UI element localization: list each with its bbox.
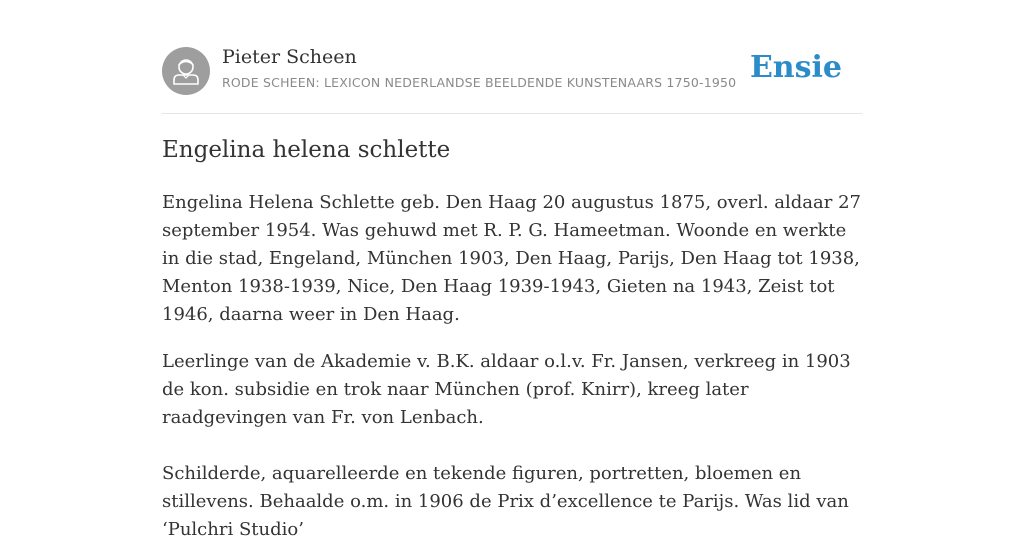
article-paragraph: Schilderde, aquarelleerde en tekende figuren, portretten, bloemen en stillevens. Behaalde o.m. in 1906 de Prix d’excellence te Parijs. Was lid van ‘Pulchri Studio’ <box>162 463 849 540</box>
page-container <box>162 0 862 540</box>
article-body <box>162 189 862 544</box>
author-avatar[interactable] <box>162 47 210 95</box>
user-icon <box>162 47 210 95</box>
article-paragraph: Engelina Helena Schlette geb. Den Haag 20 augustus 1875, overl. aldaar 27 september 1954. Was gehuwd met R. P. G. Hameetman. Woonde en werkte in die stad, Engeland, München 1903, Den Haag, Parijs, Den Haag tot 1938, Menton 1938-1939, Nice, Den Haag 1939-1943, Gieten na 1943, Zeist tot 1946, daarna weer in Den Haag. <box>162 192 861 325</box>
article-paragraph: Leerlinge van de Akademie v. B.K. aldaar o.l.v. Fr. Jansen, verkreeg in 1903 de kon. subsidie en trok naar München (prof. Knirr), kreeg later raadgevingen van Fr. von Lenbach. <box>162 351 851 428</box>
source-label[interactable]: RODE SCHEEN: LEXICON NEDERLANDSE BEELDENDE KUNSTENAARS 1750-1950 <box>222 75 737 90</box>
brand-logo[interactable]: Ensie <box>749 50 842 85</box>
author-name[interactable]: Pieter Scheen <box>222 46 357 68</box>
article-header <box>162 0 862 114</box>
article-title: Engelina helena schlette <box>162 137 451 163</box>
